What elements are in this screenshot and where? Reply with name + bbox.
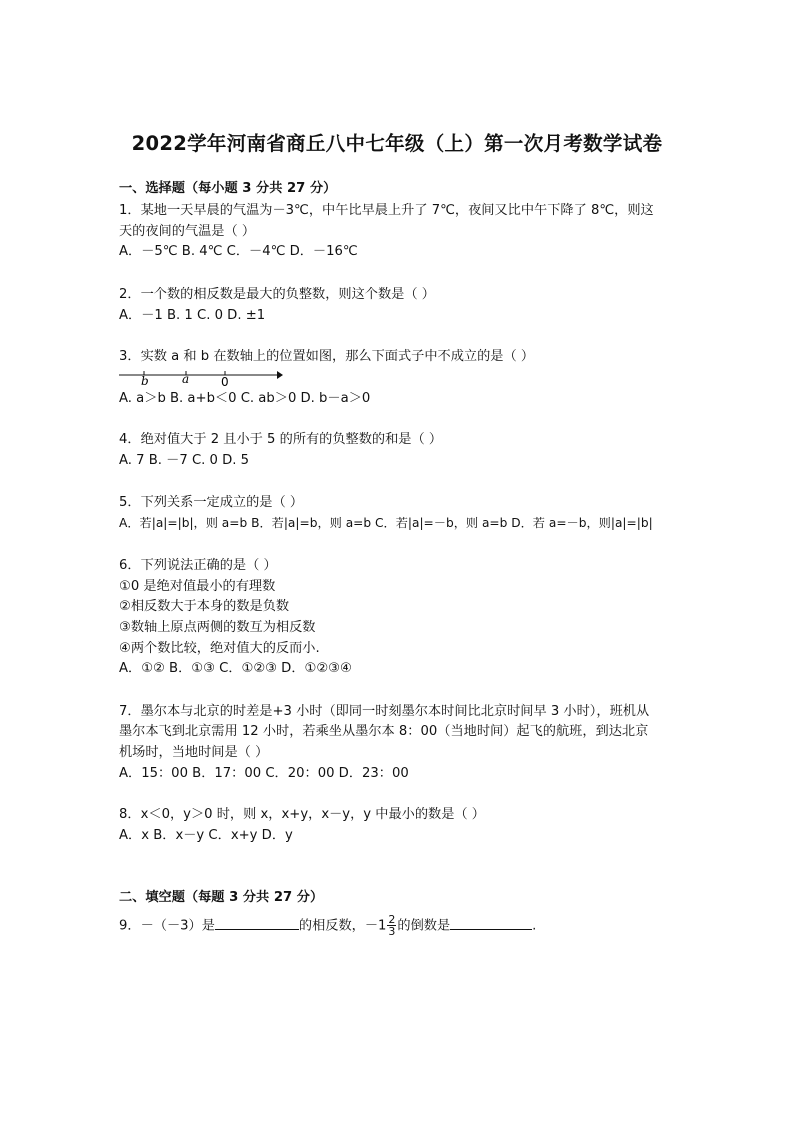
- q6-statement-3: ③数轴上原点两侧的数互为相反数: [119, 620, 316, 635]
- q7-stem-line2: 墨尔本飞到北京需用 12 小时，若乘坐从墨尔本 8：00（当地时间）起飞的航班，到达北京: [119, 724, 649, 739]
- q2-stem: 2．一个数的相反数是最大的负整数，则这个数是（ ）: [119, 287, 435, 302]
- number-line-arrow: [277, 371, 283, 379]
- q8-options: A．x B．x－y C．x+y D．y: [119, 828, 293, 843]
- q9-part2: 的相反数，－1: [298, 918, 387, 934]
- number-line-figure: [119, 365, 283, 389]
- q9-part1: 9．－（－3）是: [119, 918, 215, 934]
- q6-stem: 6．下列说法正确的是（ ）: [119, 558, 277, 573]
- fraction-denominator: 3: [388, 925, 396, 938]
- q6-statement-4: ④两个数比较，绝对值大的反而小.: [119, 641, 320, 656]
- q6-options: A．①② B．①③ C．①②③ D．①②③④: [119, 661, 352, 676]
- q9-end: .: [532, 918, 537, 934]
- q5-options: A．若|a|=|b|，则 a=b B．若|a|=b，则 a=b C．若|a|=－b，则 a=b D．若 a=－b，则|a|=|b|: [119, 516, 653, 530]
- q7-stem-line1: 7．墨尔本与北京的时差是+3 小时（即同一时刻墨尔本时间比北京时间早 3 小时），班机从: [119, 704, 650, 719]
- q9-answer-blank-1[interactable]: [215, 915, 299, 930]
- q4-stem: 4．绝对值大于 2 且小于 5 的所有的负整数的和是（ ）: [119, 432, 443, 447]
- q9-stem: [119, 914, 536, 939]
- q1-options: A．－5℃ B. 4℃ C．－4℃ D．－16℃: [119, 244, 358, 259]
- section-heading-choice: 一、选择题（每小题 3 分共 27 分）: [119, 181, 337, 196]
- q9-part3: 的倒数是: [397, 918, 451, 934]
- q1-stem-line2: 天的夜间的气温是（ ）: [119, 224, 256, 239]
- mixed-number-fraction: [387, 914, 396, 937]
- q7-options: A．15：00 B．17：00 C．20：00 D．23：00: [119, 766, 409, 781]
- section-heading-fill-in: 二、填空题（每题 3 分共 27 分）: [119, 890, 324, 905]
- q6-statement-1: ①0 是绝对值最小的有理数: [119, 579, 276, 594]
- q9-answer-blank-2[interactable]: [450, 915, 532, 930]
- label-zero: 0: [221, 375, 229, 389]
- label-b: b: [141, 374, 149, 388]
- q7-stem-line3: 机场时，当地时间是（ ）: [119, 745, 269, 760]
- q1-stem-line1: 1．某地一天早晨的气温为－3℃，中午比早晨上升了 7℃，夜间又比中午下降了 8℃，则这: [119, 203, 654, 218]
- q8-stem: 8．x＜0，y＞0 时，则 x，x+y，x－y，y 中最小的数是（ ）: [119, 807, 485, 822]
- q5-stem: 5．下列关系一定成立的是（ ）: [119, 495, 304, 510]
- q2-options: A．－1 B. 1 C. 0 D. ±1: [119, 308, 266, 323]
- fraction-numerator: 2: [388, 913, 396, 926]
- exam-title: 2022学年河南省商丘八中七年级（上）第一次月考数学试卷: [131, 132, 663, 155]
- q3-stem: 3．实数 a 和 b 在数轴上的位置如图，那么下面式子中不成立的是（ ）: [119, 349, 535, 364]
- q4-options: A. 7 B. －7 C. 0 D. 5: [119, 453, 250, 468]
- q6-statement-2: ②相反数大于本身的数是负数: [119, 599, 290, 614]
- label-a: a: [182, 372, 190, 386]
- q3-options: A. a＞b B. a+b＜0 C. ab＞0 D. b－a＞0: [119, 391, 371, 406]
